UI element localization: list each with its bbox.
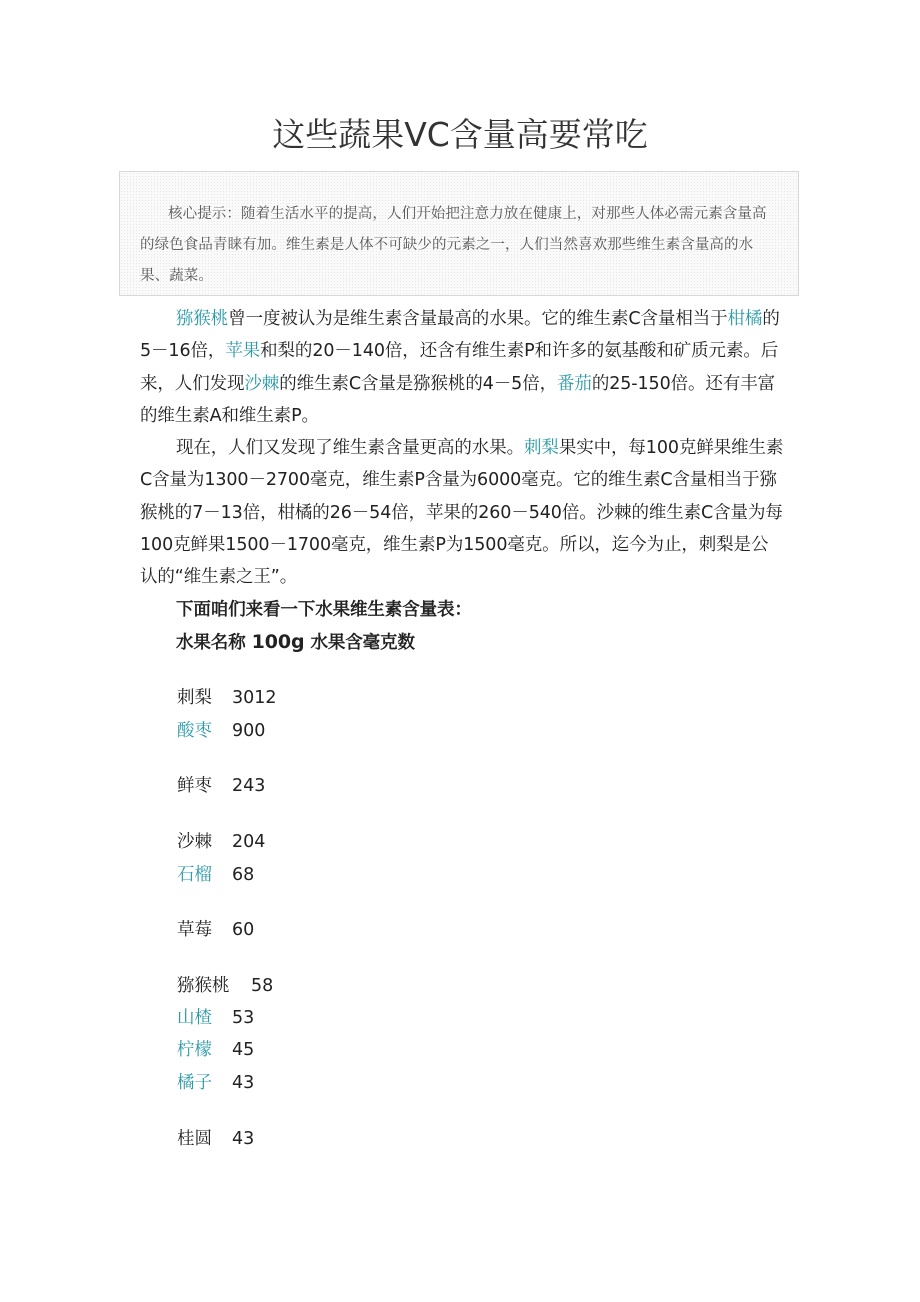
table-row: [177, 1037, 254, 1063]
fruit-value: 53: [232, 1008, 255, 1028]
fruit-name: 猕猴桃: [177, 976, 230, 996]
table-row: [177, 1005, 254, 1031]
table-header-suffix: 水果含毫克数: [304, 632, 415, 653]
fruit-value: 204: [232, 832, 266, 852]
table-header-prefix: 水果名称: [176, 632, 252, 653]
fruit-value: 68: [232, 865, 255, 885]
article-body: [140, 303, 785, 659]
table-row: [177, 1126, 254, 1152]
paragraph-2-text-1: 现在，人们又发现了维生素含量更高的水果。: [176, 438, 524, 459]
paragraph-1-text-5: 的25-150倍。还有丰富的维生素A和维生素P。: [140, 373, 776, 426]
link-sea-buckthorn[interactable]: 沙棘: [244, 373, 280, 394]
fruit-value: 243: [232, 776, 266, 796]
fruit-name-link[interactable]: 橘子: [177, 1073, 212, 1093]
table-row: [177, 917, 254, 943]
summary-text: 核心提示：随着生活水平的提高，人们开始把注意力放在健康上，对那些人体必需元素含量高的绿色食品青睐有加。维生素是人体不可缺少的元素之一，人们当然喜欢那些维生素含量高的水果、蔬菜。: [140, 206, 767, 284]
fruit-name: 鲜枣: [177, 776, 212, 796]
fruit-name-link[interactable]: 酸枣: [177, 721, 212, 741]
link-orange[interactable]: 柑橘: [727, 309, 763, 329]
fruit-value: 58: [251, 976, 274, 996]
fruit-name: 草莓: [177, 920, 212, 940]
paragraph-1-text-4: 的维生素C含量是猕猴桃的4－5倍，: [279, 373, 558, 394]
fruit-value: 43: [232, 1129, 255, 1149]
link-kiwi[interactable]: 猕猴桃: [176, 309, 229, 329]
link-roxburgh-rose[interactable]: 刺梨: [524, 438, 559, 459]
fruit-name: 刺梨: [177, 688, 212, 708]
table-row: [177, 829, 265, 855]
table-row: [177, 862, 254, 888]
paragraph-1: [140, 303, 785, 432]
table-intro: 下面咱们来看一下水果维生素含量表：: [176, 599, 472, 620]
fruit-value: 60: [232, 920, 255, 940]
fruit-value: 3012: [232, 688, 277, 708]
paragraph-1-text-3: 和梨的20－140倍，还含有维生素P和许多的氨基酸和矿质元素。后来，人们发现: [140, 341, 779, 394]
summary-box: [119, 171, 799, 296]
paragraph-1-text-2: 的5－16倍，: [140, 309, 780, 362]
table-row: [177, 773, 265, 799]
fruit-value: 45: [232, 1040, 255, 1060]
fruit-name: 桂圆: [177, 1129, 212, 1149]
link-apple[interactable]: 苹果: [225, 341, 261, 362]
link-tomato[interactable]: 番茄: [557, 373, 592, 394]
paragraph-2-text-2: 果实中，每100克鲜果维生素C含量为1300－2700毫克，维生素P含量为6000毫克。它的维生素C含量相当于猕猴桃的7－13倍，柑橘的26－54倍，苹果的260－540倍。沙棘的维生素C含量为每100克鲜果1500－1700毫克，维生素P为1500毫克。所以，迄今为止，刺梨是公认的“维生素之王”。: [140, 438, 784, 588]
table-row: [177, 685, 277, 711]
table-header-strong: 100g: [251, 630, 305, 653]
table-row: [177, 718, 265, 744]
fruit-value: 900: [232, 721, 266, 741]
paragraph-2: [140, 432, 785, 593]
fruit-name-link[interactable]: 柠檬: [177, 1040, 212, 1060]
table-row: [177, 973, 273, 999]
table-row: [177, 1070, 254, 1096]
fruit-name-link[interactable]: 山楂: [177, 1008, 212, 1028]
fruit-name: 沙棘: [177, 832, 212, 852]
page-title: 这些蔬果VC含量高要常吃: [272, 115, 648, 154]
fruit-value: 43: [232, 1073, 255, 1093]
paragraph-1-text-1: 曾一度被认为是维生素含量最高的水果。它的维生素C含量相当于: [228, 309, 728, 329]
fruit-name-link[interactable]: 石榴: [177, 865, 212, 885]
table-header: [140, 626, 785, 659]
